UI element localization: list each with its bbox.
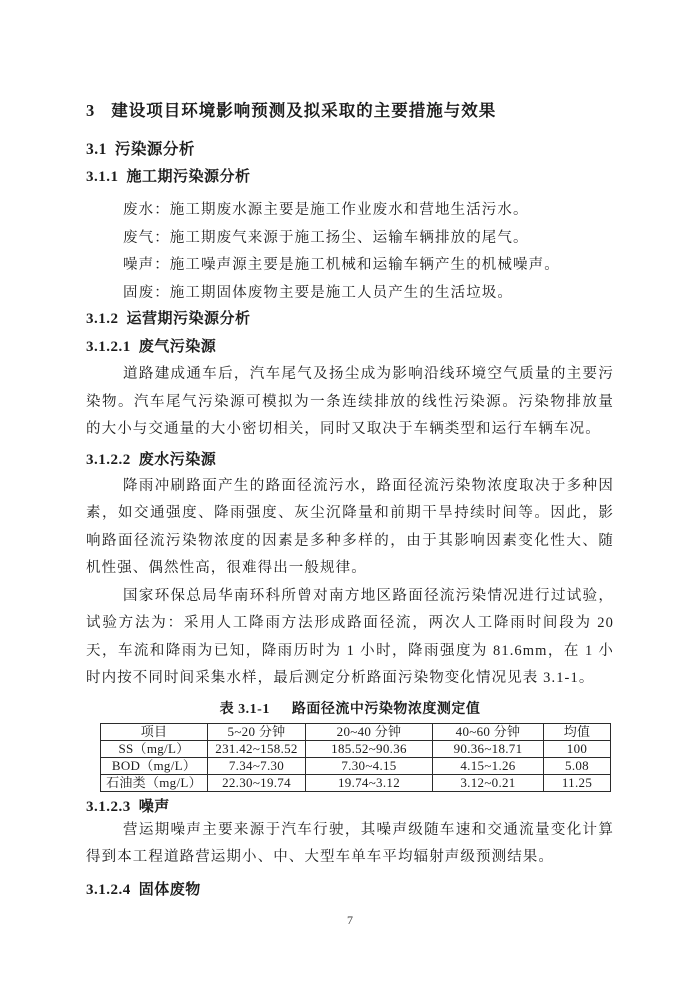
table-cell: 231.42~158.52 [208, 740, 306, 757]
section-number: 3.1.2 [86, 311, 119, 327]
section-number: 3.1.2.1 [86, 339, 131, 355]
table-cell: 19.74~3.12 [306, 774, 433, 791]
chapter-heading [86, 101, 614, 121]
table-row-ss [101, 740, 611, 757]
paragraph-runoff-factors: 降雨冲刷路面产生的路面径流污水，路面径流污染物浓度取决于多种因素，如交通强度、降雨强度、灰尘沉降量和前期干旱持续时间等。因此，影响路面径流污染物浓度的因素是多种多样的，由于其影响因素变化性大、随机性强、偶然性高，很难得出一般规律。 [86, 477, 614, 576]
section-title: 废水污染源 [138, 451, 217, 468]
paragraph-gas-pollution: 道路建成通车后，汽车尾气及扬尘成为影响沿线环境空气质量的主要污染物。汽车尾气污染源可模拟为一条连续排放的线性污染源。污染物排放量的大小与交通量的大小密切相关，同时又取决于车辆类型和运行车辆车况。 [86, 366, 614, 437]
section-title: 废气污染源 [138, 339, 217, 355]
table-header-40-60min: 40~60 分钟 [433, 723, 544, 740]
section-heading-3-1-2-2 [86, 452, 614, 468]
table-header-row [101, 723, 611, 740]
table-cell: 100 [544, 740, 611, 757]
section-title: 运营期污染源分析 [126, 311, 251, 327]
table-caption [86, 701, 614, 719]
table-cell: 185.52~90.36 [306, 740, 433, 757]
section-heading-3-1-1 [86, 169, 614, 185]
section-number: 3.1.2.4 [86, 881, 131, 898]
chapter-number: 3 [86, 101, 96, 120]
table-header-5-20min: 5~20 分钟 [208, 723, 306, 740]
table-cell: 7.30~4.15 [306, 757, 433, 774]
paragraph-wastewater: 废水：施工期废水源主要是施工作业废水和营地生活污水。 [123, 202, 529, 218]
section-heading-3-1-2-3 [86, 799, 614, 815]
section-title: 施工期污染源分析 [126, 169, 251, 185]
section-heading-3-1-2-4 [86, 882, 614, 898]
section-title: 噪声 [138, 798, 170, 815]
section-title: 固体废物 [138, 881, 201, 898]
table-cell: 3.12~0.21 [433, 774, 544, 791]
section-title: 污染源分析 [114, 141, 195, 158]
table-header-20-40min: 20~40 分钟 [306, 723, 433, 740]
table-cell: 石油类（mg/L） [101, 774, 208, 791]
table-cell: 7.34~7.30 [208, 757, 306, 774]
construction-pollution-list [86, 197, 614, 307]
paragraph-solid-waste: 固废：施工期固体废物主要是施工人员产生的生活垃圾。 [123, 284, 513, 301]
table-header-average: 均值 [544, 723, 611, 740]
section-number: 3.1.1 [86, 169, 119, 185]
table-row-bod [101, 757, 611, 774]
table-caption-title: 路面径流中污染物浓度测定值 [291, 701, 481, 717]
chapter-title: 建设项目环境影响预测及拟采取的主要措施与效果 [111, 101, 497, 120]
paragraph-noise: 噪声：施工噪声源主要是施工机械和运输车辆产生的机械噪声。 [123, 257, 560, 273]
paragraph-operation-noise: 营运期噪声主要来源于汽车行驶，其噪声级随车速和交通流量变化计算得到本工程道路营运期小、中、大型车单车平均辐射声级预测结果。 [86, 821, 614, 865]
table-cell: 22.30~19.74 [208, 774, 306, 791]
table-cell: 90.36~18.71 [433, 740, 544, 757]
section-number: 3.1.2.2 [86, 451, 131, 468]
table-cell: 4.15~1.26 [433, 757, 544, 774]
table-cell: SS（mg/L） [101, 740, 208, 757]
table-cell: 11.25 [544, 774, 611, 791]
page-number: 7 [347, 913, 353, 927]
runoff-concentration-table [100, 723, 611, 792]
table-caption-label: 表 3.1-1 [219, 701, 270, 717]
table-header-item: 项目 [101, 723, 208, 740]
paragraph-runoff-experiment: 国家环保总局华南环科所曾对南方地区路面径流污染情况进行过试验，试验方法为：采用人工降雨方法形成路面径流，两次人工降雨时间段为 20 天，车流和降雨为已知，降雨历时为 1 小时，降雨强度为 81.6mm，在 1 小时内按不同时间采集水样，最后测定分析路面污染物变化情况见表 3.1-1。 [86, 587, 614, 686]
table-cell: BOD（mg/L） [101, 757, 208, 774]
section-number: 3.1 [86, 141, 107, 158]
table-cell: 5.08 [544, 757, 611, 774]
table-row-petroleum [101, 774, 611, 791]
paragraph-exhaust-gas: 废气：施工期废气来源于施工扬尘、运输车辆排放的尾气。 [123, 229, 529, 246]
section-heading-3-1-2-1 [86, 339, 614, 355]
section-number: 3.1.2.3 [86, 798, 131, 815]
section-heading-3-1-2 [86, 311, 614, 327]
section-heading-3-1 [86, 142, 614, 158]
